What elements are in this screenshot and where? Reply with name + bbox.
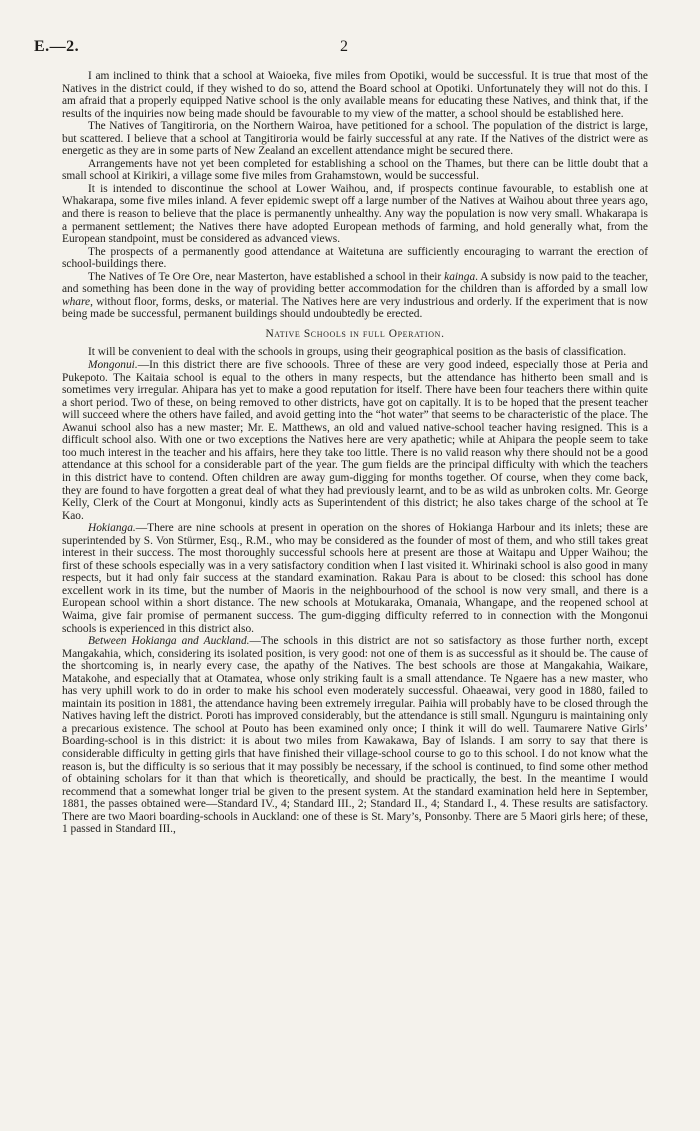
report-body xyxy=(62,70,648,836)
te-ore-ore-text-3: , without floor, forms, desks, or material. The Natives here are very industrious and orderly. If the experiment that is now being made be successful, permanent buildings should undoubtedly be erected. xyxy=(62,295,648,321)
paragraph-hokianga-auckland xyxy=(62,635,648,836)
district-text-hokianga: —There are nine schools at present in operation on the shores of Hokianga Harbour and its inlets; these are superintended by S. Von Stürmer, Esq., R.M., who may be considered as the founder of most of them, and who still takes great interest in their success. The most thoroughly successful schools here at present are those at Waitapu and Upper Waihou; the first of these schools especially was in a very satisfactory condition when I last visited it. Whirinaki school is also good in many respects, but it had only fair success at the standard examination. Rakau Para is about to be closed: this school has done excellent work in its time, but the number of Maoris in the neighbourhood of the school is now very small, and there is a European school within a short distance. The new schools at Motukaraka, Omanaia, Whangape, and the reopened school at Waima, give fair promise of permanent success. The gum-digging difficulty referred to in connection with the Mongonui schools is experienced in this district also. xyxy=(62,522,648,635)
district-text-mongonui: —In this district there are five schoools. Three of these are very good indeed, especially those at Peria and Pukepoto. The Kaitaia school is equal to the others in many respects, but the attendance has hitherto been small and is sometimes very irregular. Ahipara has yet to make a good reputation for itself. There have been four teachers there within quite a short period. Two of these, on being removed to other districts, have got on capitally. It is to be hoped that the present teacher will succeed where the others have failed, and avoid getting into the “hot water” that seems to be characteristic of the place. The Awanui school also has a new master; Mr. E. Matthews, an old and valued native-school teacher having resigned. This is a difficult school also. With one or two exceptions the Natives here are very apathetic; while at Ahipara the people seem to take too much interest in the teacher and his affairs, here they take too little. There is no valid reason why there should not be a good attendance at this school for a considerable part of the year. The gum fields are the principal difficulty with which the teachers in this district have to contend. Often children are away gum-digging for months together. Of course, when they come back, they are found to have forgotten a great deal of what they had previously learnt, and to be as wild as unbroken colts. Mr. George Kelly, Clerk of the Court at Mongonui, kindly acts as Superintendent of this district; he also takes charge of the school at Te Kao. xyxy=(62,359,648,522)
paragraph-waihou: It is intended to discontinue the school at Lower Waihou, and, if prospects continue favourable, to establish one at Whakarapa, some five miles inland. A fever epidemic swept off a large number of the Natives at Waihou about three years ago, and there is reason to believe that the place is permanently unhealthy. Any way the population is now very small. Whakarapa is a permanent settlement; the Natives there have adopted European methods of farming, and hold generally what, from the European standpoint, must be considered as advanced views. xyxy=(62,182,648,246)
paragraph-waitetuna: The prospects of a permanently good attendance at Waitetuna are sufficiently encouraging to warrant the erection of school-buildings there. xyxy=(62,245,648,271)
te-ore-ore-kainga: kainga xyxy=(444,270,476,283)
paragraph-te-ore-ore xyxy=(62,271,648,321)
paragraph-thames: Arrangements have not yet been completed for establishing a school on the Thames, but there can be little doubt that a small school at Kirikiri, a village some five miles from Grahamstown, would be successful. xyxy=(62,157,648,183)
section-heading: Native Schools in full Operation. xyxy=(265,327,445,340)
district-text-hokianga-auckland: —The schools in this district are not so satisfactory as those further north, except Mangakahia, which, considering its isolated position, is very good: not one of them is as successful as it should be. The cause of the shortcoming is, in nearly every case, the apathy of the Natives. The best schools are those at Mangakahia, Waikare, Matakohe, and especially that at Otamatea, whose only striking fault is a small attendance. Te Ngaere has a new master, who has very uphill work to do in order to make his school even moderately successful. Ohaeawai, very good in 1880, failed to maintain its position in 1881, the attendance having been extremely irregular. Paihia will probably have to be closed through the Natives having left the district. Poroti has improved considerably, but the attendance is still small. Ngunguru is maintaining only a precarious existence. The school at Pouto has been examined only once; I think it will do well. Taumarere Native Girls’ Boarding-school is in this district: it is about two miles from Kawakawa, Bay of Islands. I am sorry to say that there is considerable difficulty in getting girls that have finished their village-school course to go to this school. I do not know what the reason is, but the difficulty is so serious that it may possibly be necessary, if the school is continued, to find some other method of obtaining scholars for it than that which is theoretically, and should be practically, the best. In the meantime I would recommend that a somewhat longer trial be given to the present system. At the standard examination held here in September, 1881, the passes obtained were—Standard IV., 4; Standard III., 2; Standard II., 4; Standard I., 4. These results are satisfactory. There are two Maori boarding-schools in Auckland: one of these is St. Mary’s, Ponsonby. There are 5 Maori girls here; of these, 1 passed in Standard III., xyxy=(62,635,648,836)
te-ore-ore-whare: whare xyxy=(62,295,91,308)
paragraph-mongonui xyxy=(62,359,648,522)
page-number: 2 xyxy=(340,38,348,55)
paragraph-section-intro: It will be convenient to deal with the schools in groups, using their geographical position as the basis of classification. xyxy=(88,346,627,359)
paragraph-hokianga xyxy=(62,522,648,635)
paragraph-tangitiroria: The Natives of Tangitiroria, on the Northern Wairoa, have petitioned for a school. The population of the district is large, but scattered. I believe that a school at Tangitiroria would be fairly successful at any rate. If the Natives of the district were as energetic as they are in some parts of New Zealand an excellent attendance might be secured there. xyxy=(62,120,648,158)
te-ore-ore-text-1: The Natives of Te Ore Ore, near Masterton, have established a school in their xyxy=(88,270,445,283)
district-name-mongonui: Mongonui. xyxy=(88,359,138,372)
te-ore-ore-text-2: . A subsidy is now paid to the teacher, and something has been done in the way of providing better accommodation for the children than is afforded by a small low xyxy=(62,270,648,296)
paragraph-waioeka: I am inclined to think that a school at Waioeka, five miles from Opotiki, would be successful. It is true that most of the Natives in the district could, if they wished to do so, attend the Board school at Opotiki. Unfortunately they will not do this. I am afraid that a properly equipped Native school is the only available means for educating these Natives, and think that, if the results of the inquiries now being made should be favourable to my view of the matter, a school should be established here. xyxy=(62,70,648,120)
district-name-hokianga-auckland: Between Hokianga and Auckland. xyxy=(88,635,250,648)
district-name-hokianga: Hokianga. xyxy=(88,522,136,535)
document-reference: E.—2. xyxy=(34,38,80,55)
